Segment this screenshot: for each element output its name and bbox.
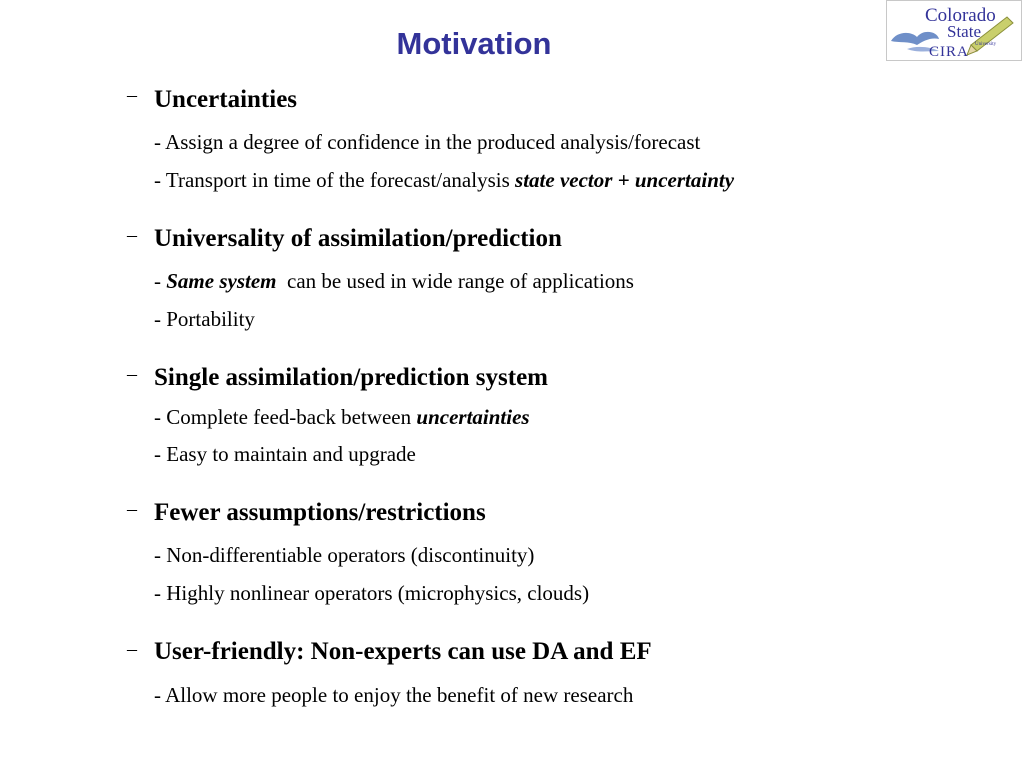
bullet-marker: – — [127, 638, 137, 660]
logo-text-state: State — [947, 22, 981, 41]
sub-item: - Allow more people to enjoy the benefit of new research — [154, 683, 634, 707]
bullet-marker: – — [127, 363, 137, 385]
slide-title: Motivation — [396, 26, 552, 61]
emphasis-text: uncertainties — [416, 405, 530, 429]
logo-text-colorado: Colorado — [925, 5, 996, 26]
sub-item: - Transport in time of the forecast/analysis state vector + uncertainty — [154, 168, 735, 192]
sub-item: - Complete feed-back between uncertainties — [154, 405, 530, 429]
emphasis-text: Same system — [166, 269, 277, 293]
sub-item: - Non-differentiable operators (discontinuity) — [154, 543, 535, 567]
section-heading-universality: Universality of assimilation/prediction — [154, 225, 562, 252]
bullet-marker: – — [127, 498, 137, 520]
sub-item: - Easy to maintain and upgrade — [154, 442, 416, 466]
section-heading-uncertainties: Uncertainties — [154, 86, 298, 113]
section-heading-user-friendly: User-friendly: Non-experts can use DA and EF — [154, 638, 652, 665]
colorado-state-cira-logo — [886, 0, 1022, 61]
logo-graphic — [887, 1, 1021, 60]
sub-item: - Portability — [154, 307, 255, 331]
sub-item: - Highly nonlinear operators (microphysics, clouds) — [154, 581, 590, 605]
bullet-marker: – — [127, 84, 137, 106]
sub-item: - Same system can be used in wide range of applications — [154, 269, 634, 293]
emphasis-text: state vector + uncertainty — [515, 168, 735, 192]
bullet-marker: – — [127, 224, 137, 246]
section-heading-single-system: Single assimilation/prediction system — [154, 364, 549, 391]
sub-item: - Assign a degree of confidence in the produced analysis/forecast — [154, 130, 701, 154]
logo-text-cira: CIRA — [929, 44, 969, 60]
section-heading-fewer-assumptions: Fewer assumptions/restrictions — [154, 499, 486, 526]
logo-text-university: University — [975, 42, 997, 47]
